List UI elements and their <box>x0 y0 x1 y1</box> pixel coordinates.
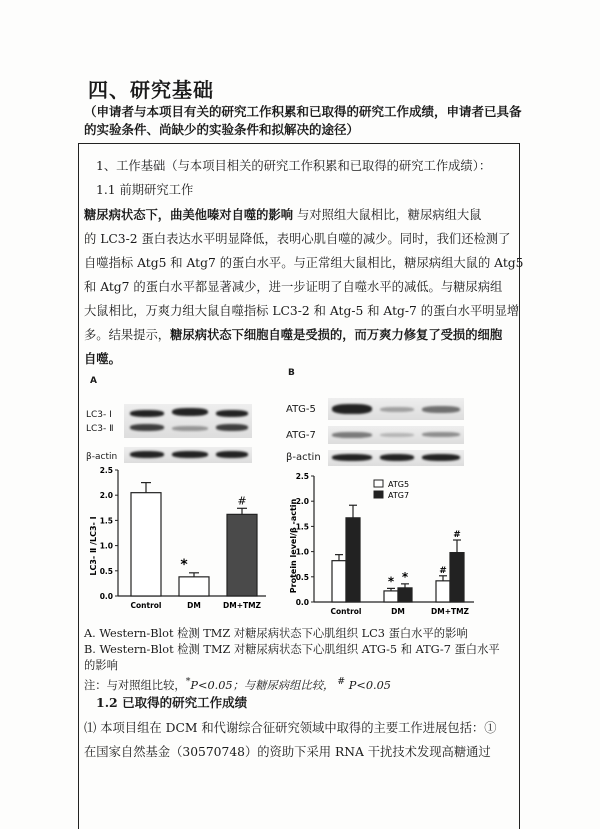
chart-a-bar <box>227 514 257 596</box>
chart-b-plot <box>296 472 474 616</box>
blot-image-atg7 <box>328 426 464 444</box>
note-p1: P<0.05；与糖尿病组比较， <box>190 678 335 692</box>
chart-b-ytick-label: 2.5 <box>295 472 309 481</box>
section-subtitle <box>84 103 524 139</box>
chart-b-xtick-label: Control <box>330 607 362 616</box>
chart-a-xtick-label: Control <box>130 601 162 610</box>
figure-b-letter: B <box>288 368 295 378</box>
note-p2: P<0.05 <box>348 678 391 692</box>
chart-b-ytick-label: 0.0 <box>295 598 309 607</box>
chart-b-sig-mark: # <box>453 530 461 541</box>
chart-b-bar-atg7 <box>346 518 360 602</box>
chart-a-ytick-label: 1.0 <box>99 541 113 551</box>
chart-b-xtick-label: DM+TMZ <box>431 607 469 616</box>
chart-a-ytick-label: 0.5 <box>99 566 113 576</box>
chart-a-sig-mark-tmz: # <box>237 494 247 508</box>
chart-a-sig-mark-dm: * <box>180 556 188 573</box>
paragraph-line-6-rest: 多。结果提示， <box>84 328 171 342</box>
blot-image-actin-a <box>124 447 252 463</box>
chart-b-bar-atg5 <box>436 581 450 602</box>
chart-a <box>84 464 274 624</box>
chart-b-ylabel: Protein level/β -actin <box>289 498 298 594</box>
blot-label-actin-a: β-actin <box>86 452 118 462</box>
paragraph-line-7: 自噬。 <box>84 351 121 366</box>
paragraph-line-3: 自噬指标 Atg5 和 Atg7 的蛋白水平。与正常组大鼠相比，糖尿病组大鼠的 Atg5 <box>84 256 524 270</box>
heading-work-basis: 1、工作基础（与本项目相关的研究工作积累和已取得的研究工作成绩）： <box>96 159 492 173</box>
chart-b-xtick-label: DM <box>391 607 405 616</box>
chart-b-ytick-label: 1.5 <box>295 522 309 532</box>
caption-note: 注：与对照组比较，*P<0.05；与糖尿病组比较， # P<0.05 <box>84 676 391 692</box>
chart-b-ytick-label: 0.5 <box>295 572 309 582</box>
chart-b-legend-swatch <box>374 491 383 498</box>
paragraph2-line-2: 在国家自然基金（30570748）的资助下采用 RNA 干扰技术发现高糖通过 <box>84 745 491 759</box>
paragraph-line-4: 和 Atg7 的蛋白水平都显著减少，进一步证明了自噬水平的减低。与糖尿病组 <box>84 280 503 294</box>
paragraph2-line-1: ⑴ 本项目组在 DCM 和代谢综合征研究领域中取得的主要工作进展包括：① <box>84 721 497 735</box>
chart-b-legend-label: ATG5 <box>388 480 410 489</box>
chart-b-bar-atg7 <box>398 588 412 602</box>
blot-label-atg5: ATG-5 <box>286 404 316 415</box>
subtitle-line-2: 的实验条件、尚缺少的实验条件和拟解决的途径） <box>84 122 360 137</box>
chart-b-legend-label: ATG7 <box>388 491 410 500</box>
paragraph-line-5: 大鼠相比，万爽力组大鼠自噬指标 LC3-2 和 Atg-5 和 Atg-7 的蛋白水平明显增 <box>84 304 520 318</box>
paragraph-conclusion-bold: 糖尿病状态下细胞自噬是受损的，而万爽力修复了受损的细胞 <box>170 327 503 342</box>
blot-image-lc3 <box>124 404 252 438</box>
chart-a-ytick-label: 2.0 <box>99 491 113 501</box>
heading-prior-work: 1.1 前期研究工作 <box>96 183 194 197</box>
chart-a-xtick-label: DM <box>187 601 201 610</box>
subtitle-line-1: （申请者与本项目有关的研究工作积累和已取得的研究工作成绩，申请者已具备 <box>84 104 522 119</box>
blot-label-lc3-1: LC3- Ⅰ <box>86 410 112 420</box>
paragraph-line-1-rest: 与对照组大鼠相比，糖尿病组大鼠 <box>293 208 482 222</box>
chart-a-ylabel: LC3- Ⅱ /LC3- Ⅰ <box>89 516 98 576</box>
chart-a-xtick-label: DM+TMZ <box>223 601 261 610</box>
chart-a-bar <box>131 493 161 596</box>
chart-b-bar-atg5 <box>332 561 346 602</box>
paragraph-line-2: 的 LC3-2 蛋白表达水平明显降低，表明心肌自噬的减少。同时，我们还检测了 <box>84 232 511 246</box>
chart-b-legend-swatch <box>374 480 383 487</box>
paragraph-line-6 <box>84 323 502 347</box>
heading-achievements: 1.2 已取得的研究工作成绩 <box>96 695 248 710</box>
section-title: 四、研究基础 <box>88 78 214 102</box>
chart-b-sig-mark: * <box>401 569 409 584</box>
chart-b-bar-atg5 <box>384 591 398 602</box>
paragraph-line-1 <box>84 203 481 227</box>
caption-b-line-1: B. Western-Blot 检测 TMZ 对糖尿病状态下心肌组织 ATG-5 和 ATG-7 蛋白水平 <box>84 643 500 656</box>
chart-a-ytick-label: 2.5 <box>99 466 113 475</box>
chart-b-bar-atg7 <box>450 553 464 602</box>
chart-b-ytick-label: 1.0 <box>295 547 309 557</box>
caption-a: A. Western-Blot 检测 TMZ 对糖尿病状态下心肌组织 LC3 蛋白水平的影响 <box>84 627 468 640</box>
chart-b <box>282 468 482 626</box>
note-prefix: 注：与对照组比较， <box>84 678 186 692</box>
caption-b-line-2: 的影响 <box>84 659 118 672</box>
blot-label-atg7: ATG-7 <box>286 430 316 441</box>
blot-label-lc3-2: LC3- Ⅱ <box>86 424 114 434</box>
chart-a-bar <box>179 577 209 596</box>
figure-a-letter: A <box>90 376 97 386</box>
paragraph-bold-lead: 糖尿病状态下，曲美他嗪对自噬的影响 <box>84 207 294 222</box>
chart-a-ytick-label: 1.5 <box>99 516 113 526</box>
chart-a-plot <box>100 466 266 610</box>
blot-image-atg5 <box>328 398 464 420</box>
blot-image-actin-b <box>328 450 464 466</box>
chart-b-sig-mark: * <box>387 574 395 589</box>
blot-label-actin-b: β-actin <box>286 452 321 463</box>
chart-a-ytick-label: 0.0 <box>99 592 113 601</box>
chart-b-ytick-label: 2.0 <box>295 497 309 507</box>
chart-b-sig-mark: # <box>439 565 447 576</box>
